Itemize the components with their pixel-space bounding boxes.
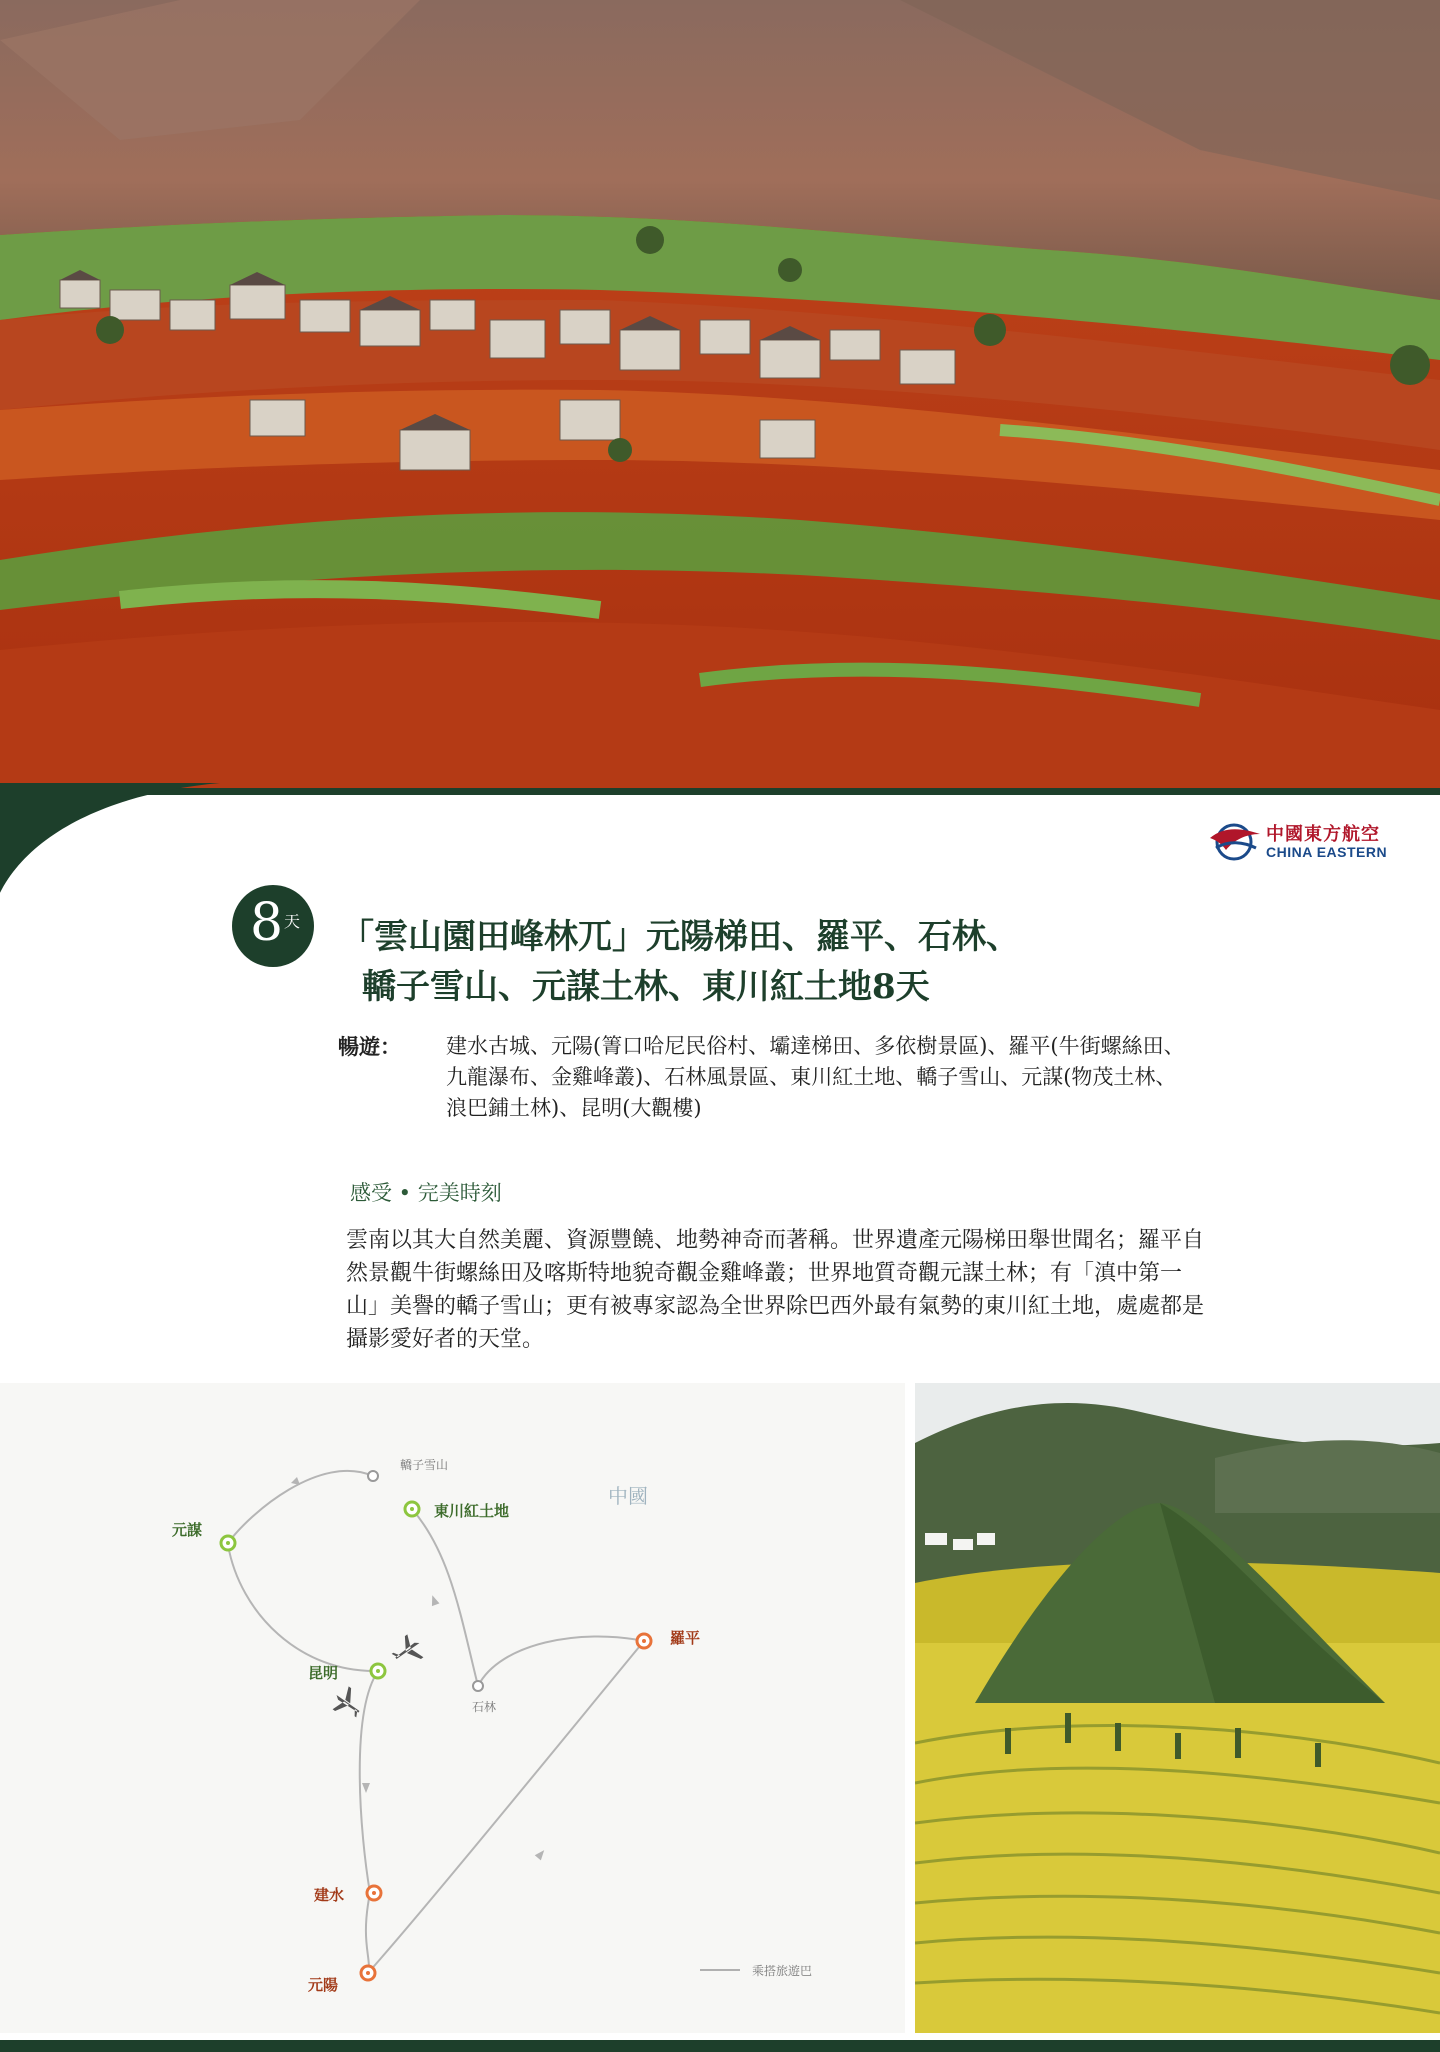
pin-luoping-icon — [637, 1634, 651, 1648]
bottom-accent-bar — [0, 2040, 1440, 2052]
tour-title — [340, 912, 1240, 1012]
pin-dongchuan-icon — [405, 1502, 419, 1516]
swallow-logo-icon — [1206, 818, 1262, 866]
days-badge — [232, 885, 314, 967]
route-map — [0, 1383, 905, 2033]
highlight-description: 雲南以其大自然美麗、資源豐饒、地勢神奇而著稱。世界遺產元陽梯田舉世聞名；羅平自然景觀牛街螺絲田及喀斯特地貌奇觀金雞峰叢；世界地質奇觀元謀土林；有「滇中第一山」美譽的轎子雪山；更有被專家認為全世界除巴西外最有氣勢的東川紅土地，處處都是攝影愛好者的天堂。 — [346, 1228, 1205, 1352]
days-unit: 天 — [284, 912, 301, 931]
pin-jiaozi-icon — [368, 1471, 378, 1481]
label-dongchuan: 東川紅土地 — [434, 1502, 510, 1520]
airline-name-en: CHINA EASTERN — [1266, 844, 1388, 860]
pin-jianshui-icon — [367, 1886, 381, 1900]
days-number: 8 — [250, 893, 284, 953]
itinerary-label: 暢遊： — [338, 1034, 401, 1059]
label-jianshui: 建水 — [314, 1886, 345, 1904]
tour-title-line-2: 轎子雪山、元謀土林、東川紅土地8天 — [362, 967, 930, 1007]
pin-yuanmou-icon — [221, 1536, 235, 1550]
highlight-heading: 感受 • 完美時刻 — [350, 1181, 502, 1205]
legend-coach: 乘搭旅遊巴 — [752, 1964, 813, 1978]
rapeseed-landscape-image — [915, 1383, 1440, 2033]
pin-yuanyang-icon — [361, 1966, 375, 1980]
airline-logo — [1206, 818, 1406, 866]
label-luoping: 羅平 — [670, 1629, 701, 1647]
pin-kunming-icon — [371, 1664, 385, 1678]
pin-shilin-icon — [473, 1681, 483, 1691]
map-country-label: 中國 — [608, 1484, 648, 1508]
label-yuanyang: 元陽 — [308, 1976, 339, 1994]
tour-title-line-1: 「雲山園田峰林兀」元陽梯田、羅平、石林、 — [340, 917, 1020, 957]
label-yuanmou: 元謀 — [172, 1521, 203, 1539]
itinerary-text: 建水古城、元陽(箐口哈尼民俗村、壩達梯田、多依樹景區)、羅平(牛街螺絲田、九龍瀑布、金雞峰叢)、石林風景區、東川紅土地、轎子雪山、元謀(物茂土林、浪巴鋪土林)、昆明(大觀樓) — [446, 1034, 1185, 1120]
label-shilin: 石林 — [472, 1700, 497, 1714]
airline-name-zh: 中國東方航空 — [1266, 824, 1380, 845]
label-kunming: 昆明 — [308, 1664, 339, 1682]
hero-landscape-image — [0, 0, 1440, 795]
label-jiaozi: 轎子雪山 — [400, 1458, 449, 1472]
